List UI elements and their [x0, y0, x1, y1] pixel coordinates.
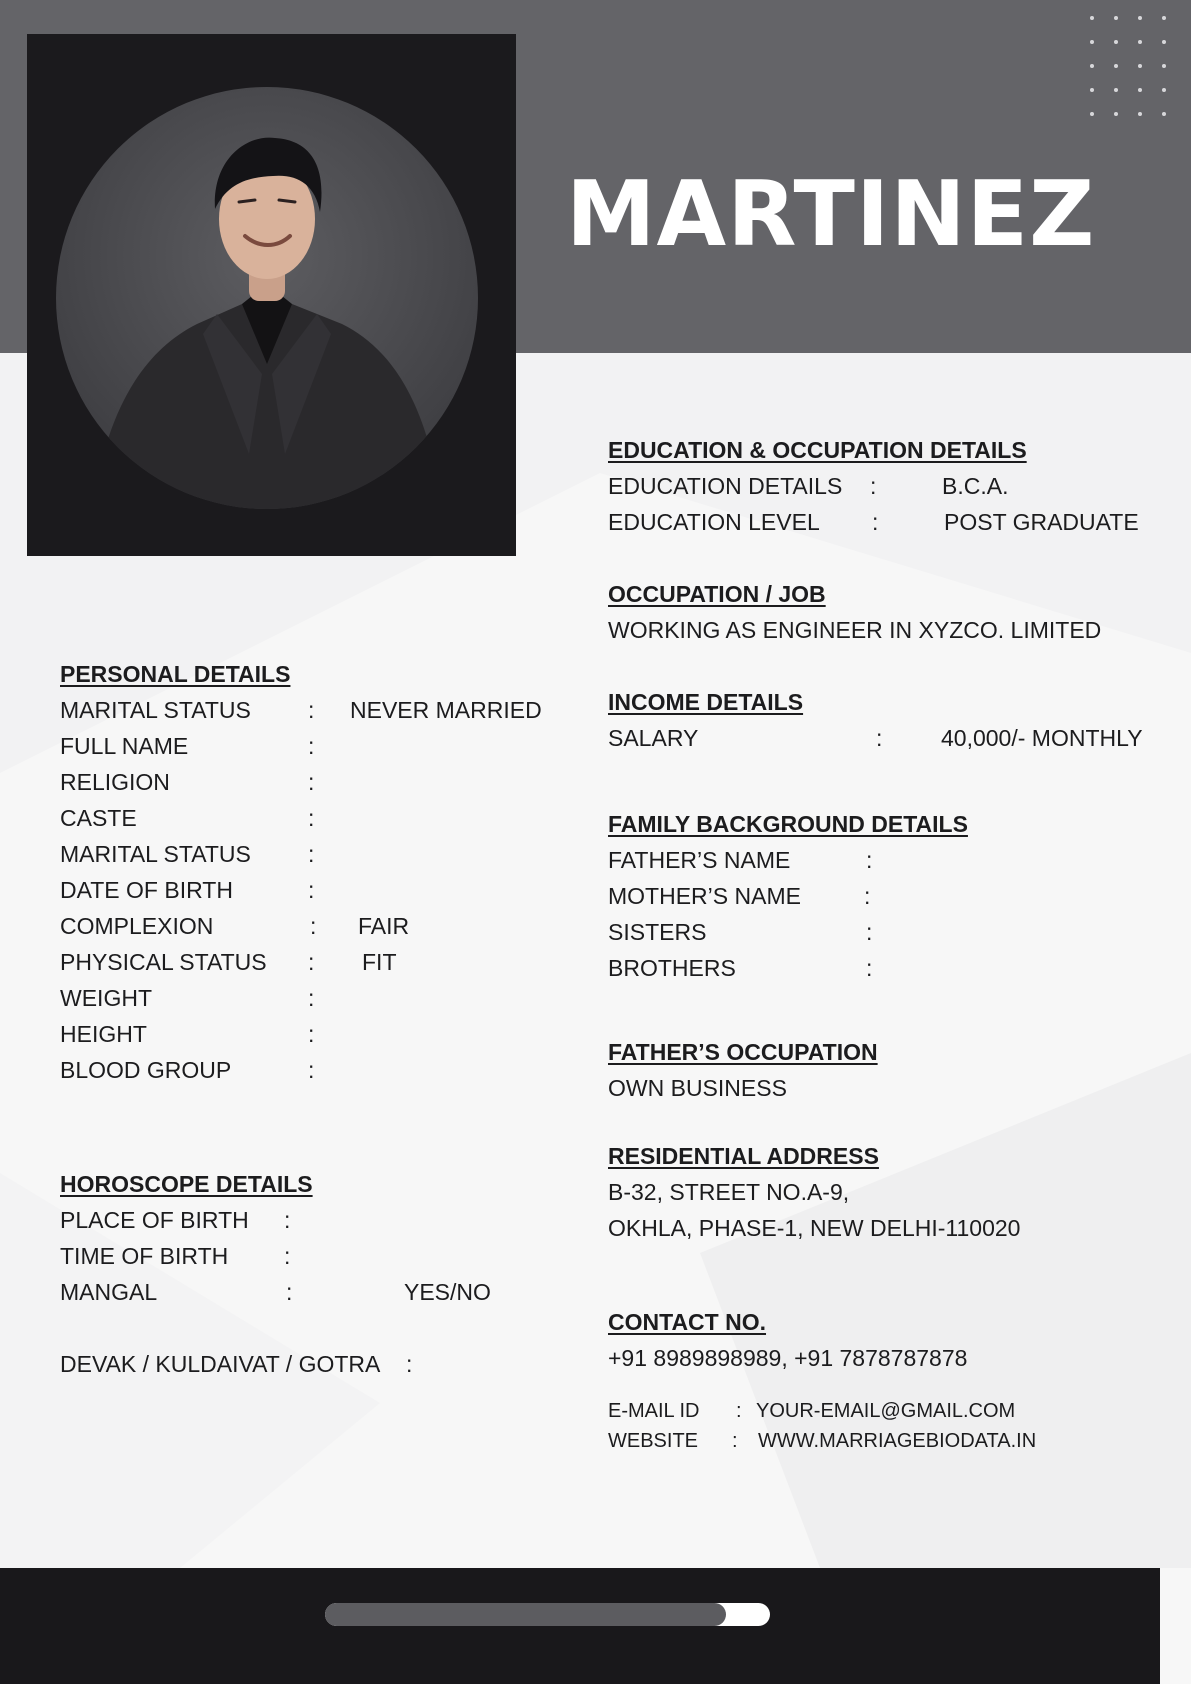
row-label: MARITAL STATUS	[60, 697, 251, 723]
education-heading: EDUCATION & OCCUPATION DETAILS	[608, 437, 1027, 463]
father-occupation-text: OWN BUSINESS	[608, 1075, 787, 1101]
row-value: YES/NO	[404, 1279, 491, 1305]
row-label: SISTERS	[608, 919, 707, 945]
personal-row-physical-status	[60, 944, 540, 980]
horoscope-row-time-of-birth	[60, 1238, 540, 1274]
personal-details-section	[60, 656, 540, 1088]
occupation-heading: OCCUPATION / JOB	[608, 581, 826, 607]
dot	[1138, 16, 1142, 20]
dot	[1090, 16, 1094, 20]
row-separator: :	[308, 949, 315, 975]
personal-row-religion	[60, 764, 540, 800]
website-label: WEBSITE	[608, 1430, 699, 1452]
dot	[1162, 112, 1166, 116]
dot	[1162, 40, 1166, 44]
row-label: SALARY	[608, 725, 699, 751]
personal-row-marital-status	[60, 692, 540, 728]
decorative-dots	[1090, 16, 1180, 124]
dot	[1090, 112, 1094, 116]
row-separator: :	[308, 697, 315, 723]
contact-email-row	[608, 1396, 1168, 1426]
footer-band	[0, 1568, 1160, 1684]
website-value[interactable]: WWW.MARRIAGEBIODATA.IN	[758, 1430, 1037, 1452]
row-separator: :	[284, 1243, 291, 1269]
dot	[1162, 88, 1166, 92]
row-label: COMPLEXION	[60, 913, 214, 939]
page-title: MARTINEZ	[566, 162, 1096, 267]
row-label: RELIGION	[60, 769, 170, 795]
row-separator: :	[308, 841, 315, 867]
row-separator: :	[406, 1351, 413, 1377]
email-separator: :	[736, 1400, 742, 1422]
contact-heading: CONTACT NO.	[608, 1309, 767, 1335]
horoscope-row-mangal	[60, 1274, 540, 1310]
row-separator: :	[308, 805, 315, 831]
row-separator: :	[308, 769, 315, 795]
profile-photo	[27, 34, 516, 556]
row-label: FULL NAME	[60, 733, 189, 759]
row-separator: :	[872, 509, 879, 535]
dot	[1162, 64, 1166, 68]
dot	[1090, 40, 1094, 44]
occupation-section	[608, 576, 1168, 648]
dot	[1114, 112, 1118, 116]
row-separator: :	[308, 1021, 315, 1047]
contact-phones: +91 8989898989, +91 7878787878	[608, 1345, 968, 1371]
row-label: EDUCATION DETAILS	[608, 473, 843, 499]
dot	[1162, 16, 1166, 20]
page-progress-fill	[325, 1603, 726, 1626]
father-occupation-heading: FATHER’S OCCUPATION	[608, 1039, 878, 1065]
row-separator: :	[876, 725, 883, 751]
row-separator: :	[308, 985, 315, 1011]
row-separator: :	[286, 1279, 293, 1305]
education-section	[608, 432, 1168, 540]
row-separator: :	[284, 1207, 291, 1233]
email-value[interactable]: YOUR-EMAIL@GMAIL.COM	[756, 1400, 1016, 1422]
row-value: NEVER MARRIED	[350, 697, 542, 723]
father-occupation-section	[608, 1034, 1168, 1106]
row-value: FIT	[362, 949, 397, 975]
personal-row-full-name	[60, 728, 540, 764]
horoscope-row-gotra	[60, 1346, 540, 1382]
income-row-salary	[608, 720, 1168, 756]
dot	[1090, 64, 1094, 68]
page-progress-bar[interactable]	[325, 1603, 770, 1626]
dot	[1114, 88, 1118, 92]
row-value: B.C.A.	[942, 473, 1009, 499]
email-label: E-MAIL ID	[608, 1400, 700, 1422]
family-row-sisters	[608, 914, 1168, 950]
dot	[1114, 64, 1118, 68]
personal-row-complexion	[60, 908, 540, 944]
row-value: POST GRADUATE	[944, 509, 1139, 535]
horoscope-row-place-of-birth	[60, 1202, 540, 1238]
address-heading: RESIDENTIAL ADDRESS	[608, 1143, 879, 1169]
personal-row-marital-status-2	[60, 836, 540, 872]
row-value: FAIR	[358, 913, 410, 939]
personal-row-weight	[60, 980, 540, 1016]
income-section	[608, 684, 1168, 756]
dot	[1090, 88, 1094, 92]
row-separator: :	[866, 955, 873, 981]
dot	[1138, 88, 1142, 92]
photo-frame	[27, 34, 516, 556]
row-label: MANGAL	[60, 1279, 158, 1305]
occupation-text: WORKING AS ENGINEER IN XYZCO. LIMITED	[608, 617, 1102, 643]
row-label: WEIGHT	[60, 985, 152, 1011]
row-label: HEIGHT	[60, 1021, 147, 1047]
row-label: EDUCATION LEVEL	[608, 509, 820, 535]
row-label: PLACE OF BIRTH	[60, 1207, 249, 1233]
personal-row-blood-group	[60, 1052, 540, 1088]
row-label: FATHER’S NAME	[608, 847, 791, 873]
row-label: CASTE	[60, 805, 137, 831]
row-separator: :	[870, 473, 877, 499]
row-label: MARITAL STATUS	[60, 841, 251, 867]
personal-row-date-of-birth	[60, 872, 540, 908]
family-row-mother-name	[608, 878, 1168, 914]
dot	[1114, 16, 1118, 20]
family-section	[608, 806, 1168, 986]
contact-website-row	[608, 1426, 1168, 1456]
family-row-father-name	[608, 842, 1168, 878]
row-label: MOTHER’S NAME	[608, 883, 801, 909]
address-line-2: OKHLA, PHASE-1, NEW DELHI-110020	[608, 1215, 1021, 1241]
horoscope-details-heading: HOROSCOPE DETAILS	[60, 1171, 313, 1197]
row-label: BROTHERS	[608, 955, 736, 981]
row-label: DATE OF BIRTH	[60, 877, 233, 903]
row-label: PHYSICAL STATUS	[60, 949, 267, 975]
horoscope-details-section	[60, 1166, 540, 1382]
address-section	[608, 1138, 1168, 1246]
personal-row-caste	[60, 800, 540, 836]
personal-row-height	[60, 1016, 540, 1052]
row-separator: :	[866, 847, 873, 873]
row-value: 40,000/- MONTHLY	[941, 725, 1143, 751]
row-separator: :	[866, 919, 873, 945]
education-row-level	[608, 504, 1168, 540]
row-separator: :	[308, 733, 315, 759]
row-separator: :	[864, 883, 871, 909]
personal-details-heading: PERSONAL DETAILS	[60, 661, 291, 687]
dot	[1114, 40, 1118, 44]
row-separator: :	[308, 1057, 315, 1083]
education-row-details	[608, 468, 1168, 504]
income-heading: INCOME DETAILS	[608, 689, 804, 715]
family-row-brothers	[608, 950, 1168, 986]
family-heading: FAMILY BACKGROUND DETAILS	[608, 811, 968, 837]
row-label: DEVAK / KULDAIVAT / GOTRA	[60, 1351, 381, 1377]
row-separator: :	[308, 877, 315, 903]
address-line-1: B-32, STREET NO.A-9,	[608, 1179, 850, 1205]
dot	[1138, 64, 1142, 68]
dot	[1138, 112, 1142, 116]
dot	[1138, 40, 1142, 44]
row-label: BLOOD GROUP	[60, 1057, 232, 1083]
website-separator: :	[732, 1430, 738, 1452]
row-separator: :	[310, 913, 317, 939]
contact-section	[608, 1304, 1168, 1456]
row-label: TIME OF BIRTH	[60, 1243, 229, 1269]
